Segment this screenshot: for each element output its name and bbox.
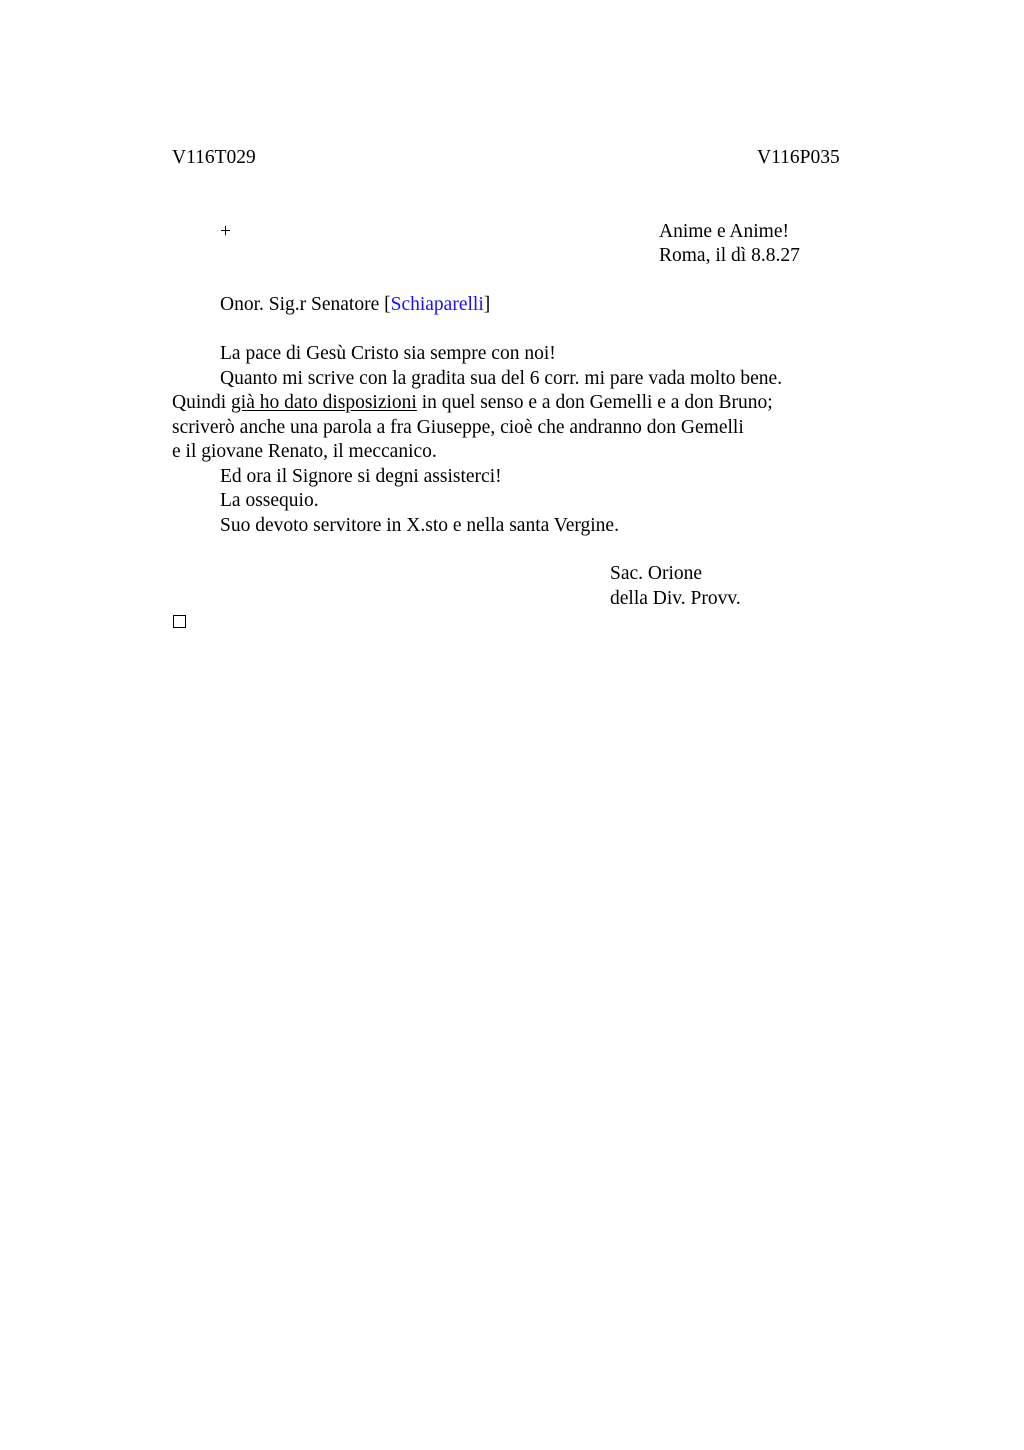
signature-title: della Div. Provv. [610, 588, 741, 609]
recipient-name-link[interactable]: Schiaparelli [390, 294, 484, 315]
underlined-phrase: già ho dato disposizioni [231, 392, 417, 413]
letter-date: Roma, il dì 8.8.27 [659, 245, 800, 266]
end-marker-square-icon [173, 615, 186, 628]
body-line: Suo devoto servitore in X.sto e nella santa Vergine. [220, 514, 619, 536]
body-line: Ed ora il Signore si degni assisterci! [220, 465, 502, 487]
salutation [220, 293, 490, 317]
body-line: La ossequio. [220, 490, 319, 511]
salutation-prefix: Onor. Sig.r Senatore [ [220, 294, 391, 315]
body-line-start: Quindi [172, 392, 232, 413]
body-line [172, 391, 773, 415]
document-ref-left: V116T029 [172, 147, 256, 168]
cross-symbol: + [220, 221, 231, 242]
body-line: e il giovane Renato, il meccanico. [172, 441, 437, 462]
body-line: Quanto mi scrive con la gradita sua del 6 corr. mi pare vada molto bene. [220, 367, 783, 389]
body-line: La pace di Gesù Cristo sia sempre con noi! [220, 343, 556, 364]
body-line: scriverò anche una parola a fra Giuseppe, cioè che andranno don Gemelli [172, 416, 744, 438]
body-line-end: in quel senso e a don Gemelli e a don Bruno; [416, 392, 773, 413]
salutation-suffix: ] [483, 294, 491, 315]
document-ref-right: V116P035 [757, 147, 840, 168]
motto: Anime e Anime! [659, 221, 789, 242]
signature-name: Sac. Orione [610, 563, 703, 584]
